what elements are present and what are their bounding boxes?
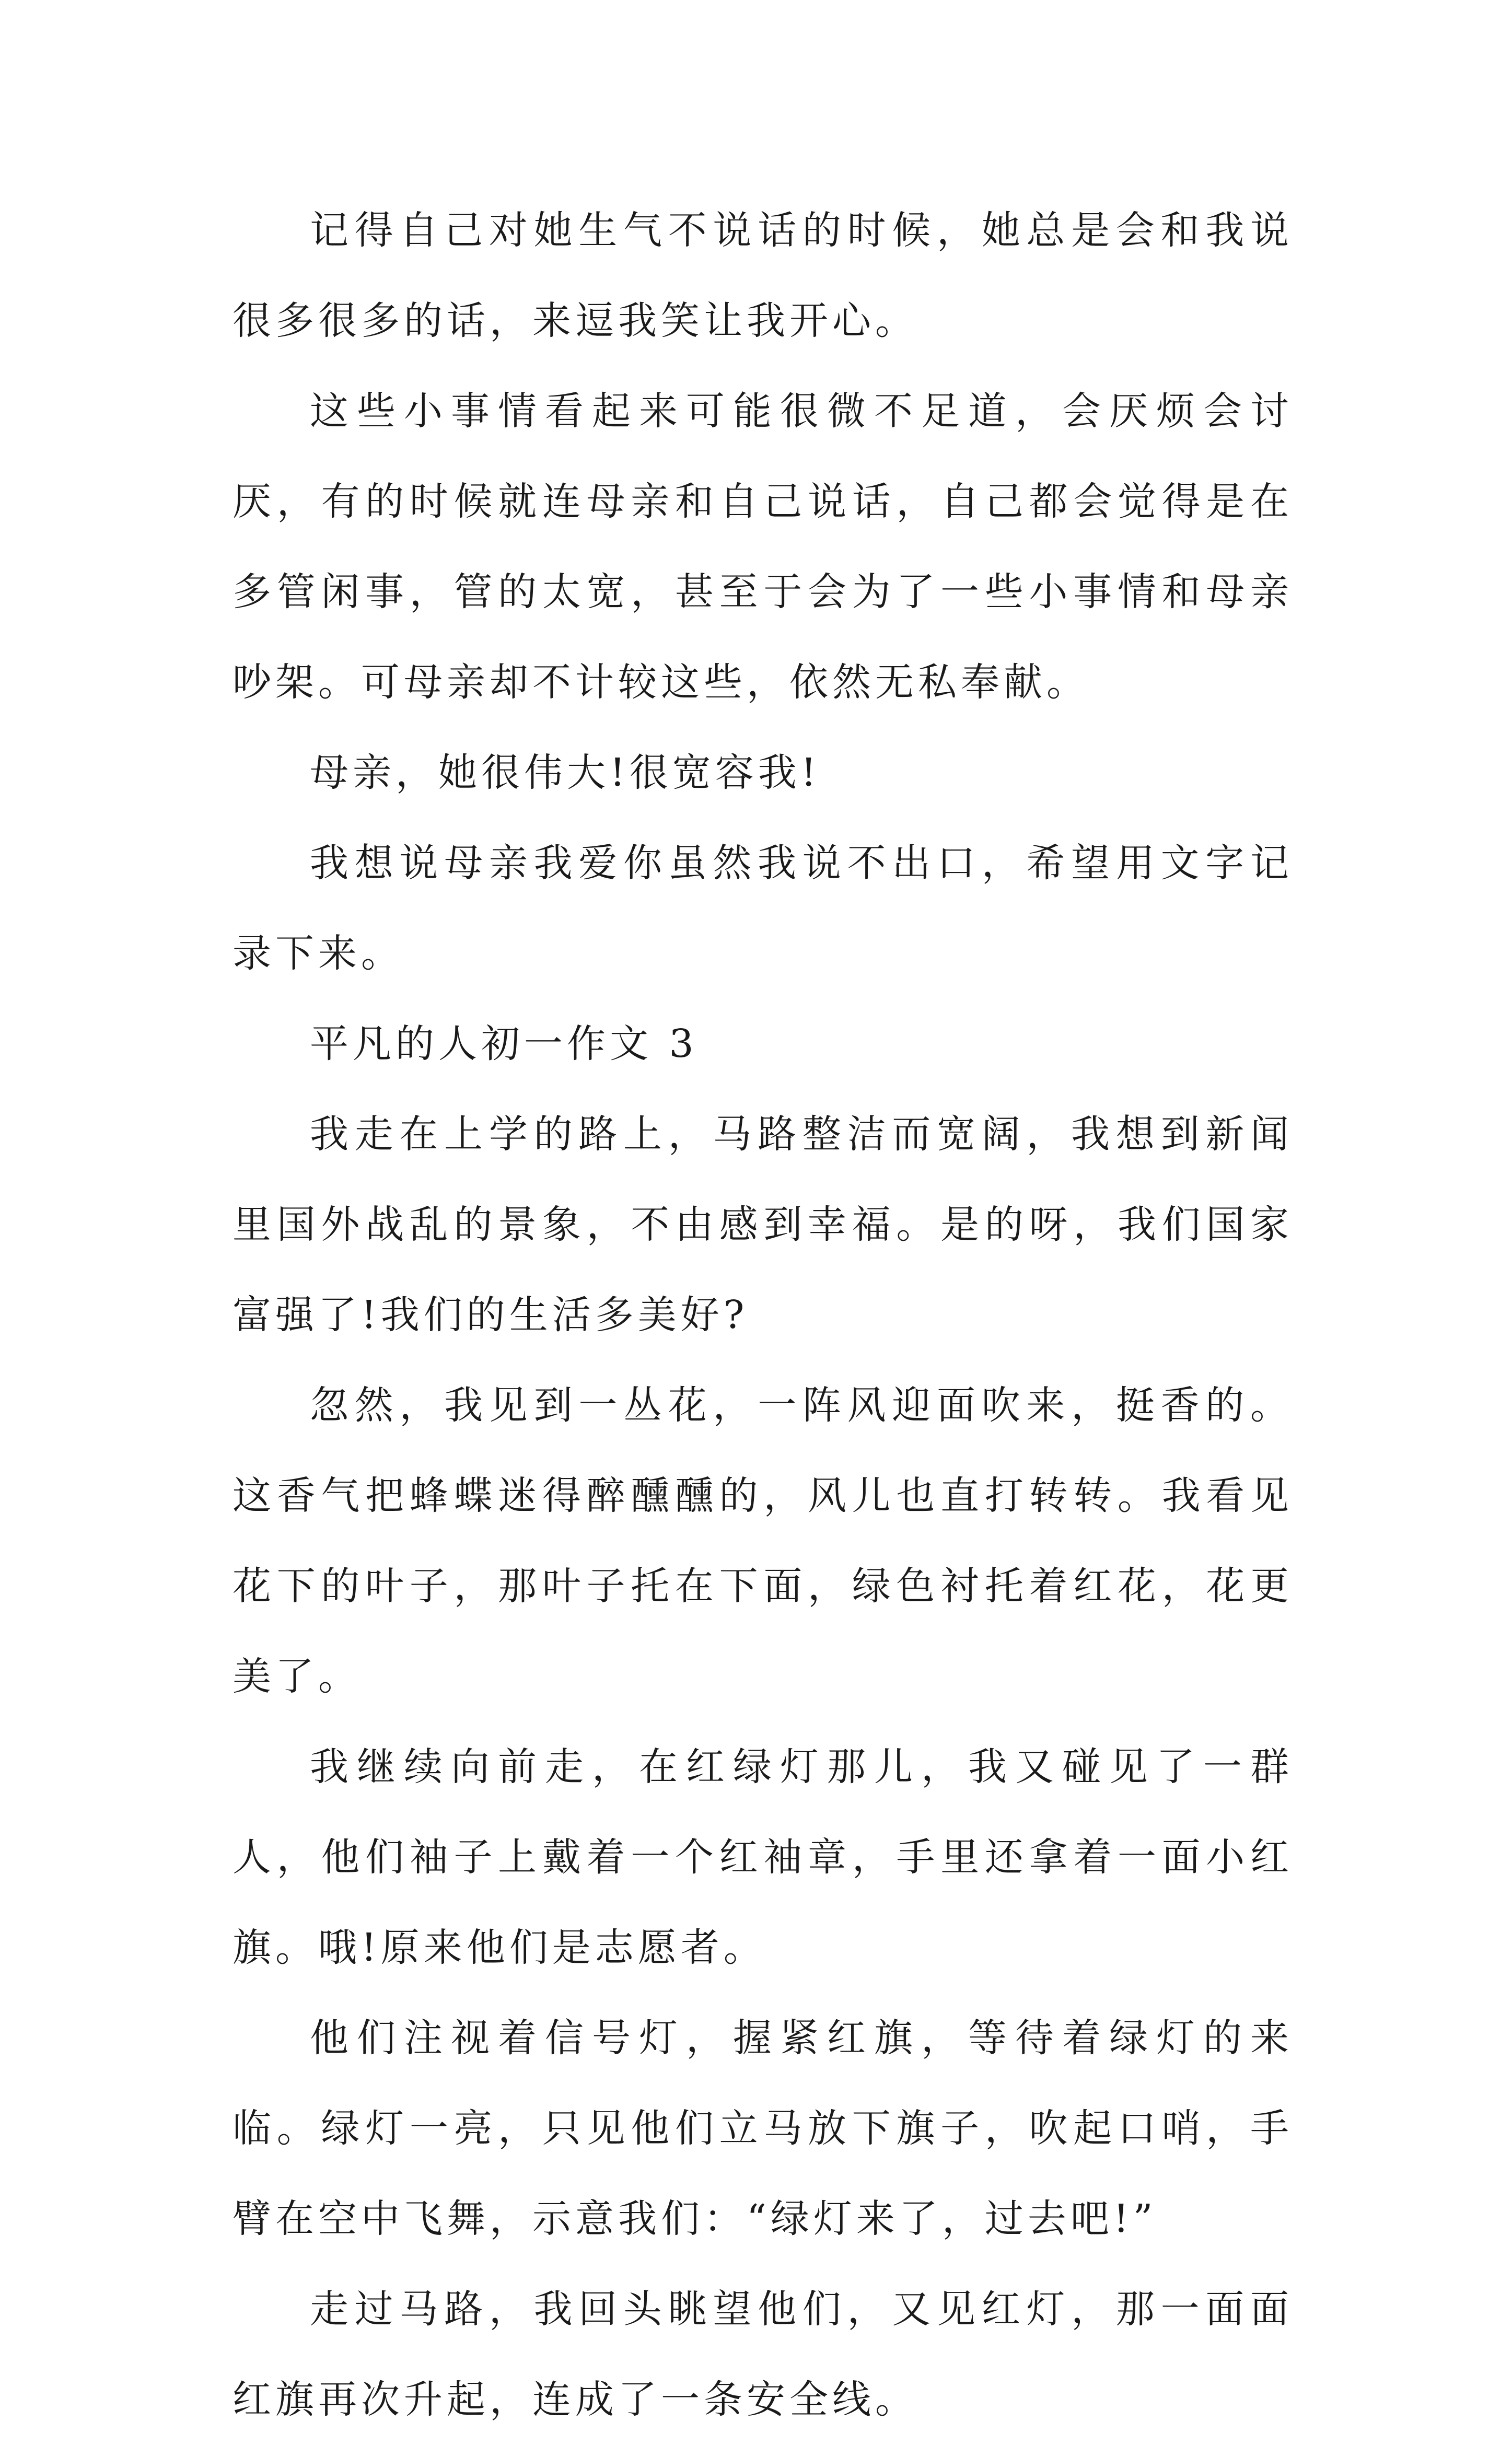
paragraph-4: 我想说母亲我爱你虽然我说不出口，希望用文字记录下来。 (232, 841, 1293, 976)
paragraph-2: 这些小事情看起来可能很微不足道，会厌烦会讨厌，有的时候就连母亲和自己说话，自己都会觉得是在多管闲事，管的太宽，甚至于会为了一些小事情和母亲吵架。可母亲却不计较这些，依然无私奉献。 (232, 389, 1293, 705)
paragraph-3: 母亲，她很伟大!很宽容我! (310, 750, 821, 795)
paragraph-9: 走过马路，我回头眺望他们，又见红灯，那一面面红旗再次升起，连成了一条安全线。 (232, 2287, 1293, 2422)
section-heading: 平凡的人初一作文 3 (310, 1021, 698, 1066)
paragraph-7: 我继续向前走，在红绿灯那儿，我又碰见了一群人，他们袖子上戴着一个红袖章，手里还拿着一面小红旗。哦!原来他们是志愿者。 (232, 1744, 1293, 1970)
document-body (232, 185, 1293, 2445)
paragraph-8: 他们注视着信号灯，握紧红旗，等待着绿灯的来临。绿灯一亮，只见他们立马放下旗子，吹起口哨，手臂在空中飞舞，示意我们：“绿灯来了，过去吧!” (232, 2016, 1293, 2241)
paragraph-6: 忽然，我见到一丛花，一阵风迎面吹来，挺香的。这香气把蜂蝶迷得醉醺醺的，风儿也直打转转。我看见花下的叶子，那叶子托在下面，绿色衬托着红花，花更美了。 (232, 1383, 1293, 1699)
paragraph-1: 记得自己对她生气不说话的时候，她总是会和我说很多很多的话，来逗我笑让我开心。 (232, 208, 1293, 343)
paragraph-5: 我走在上学的路上，马路整洁而宽阔，我想到新闻里国外战乱的景象，不由感到幸福。是的呀，我们国家富强了!我们的生活多美好? (232, 1112, 1293, 1337)
